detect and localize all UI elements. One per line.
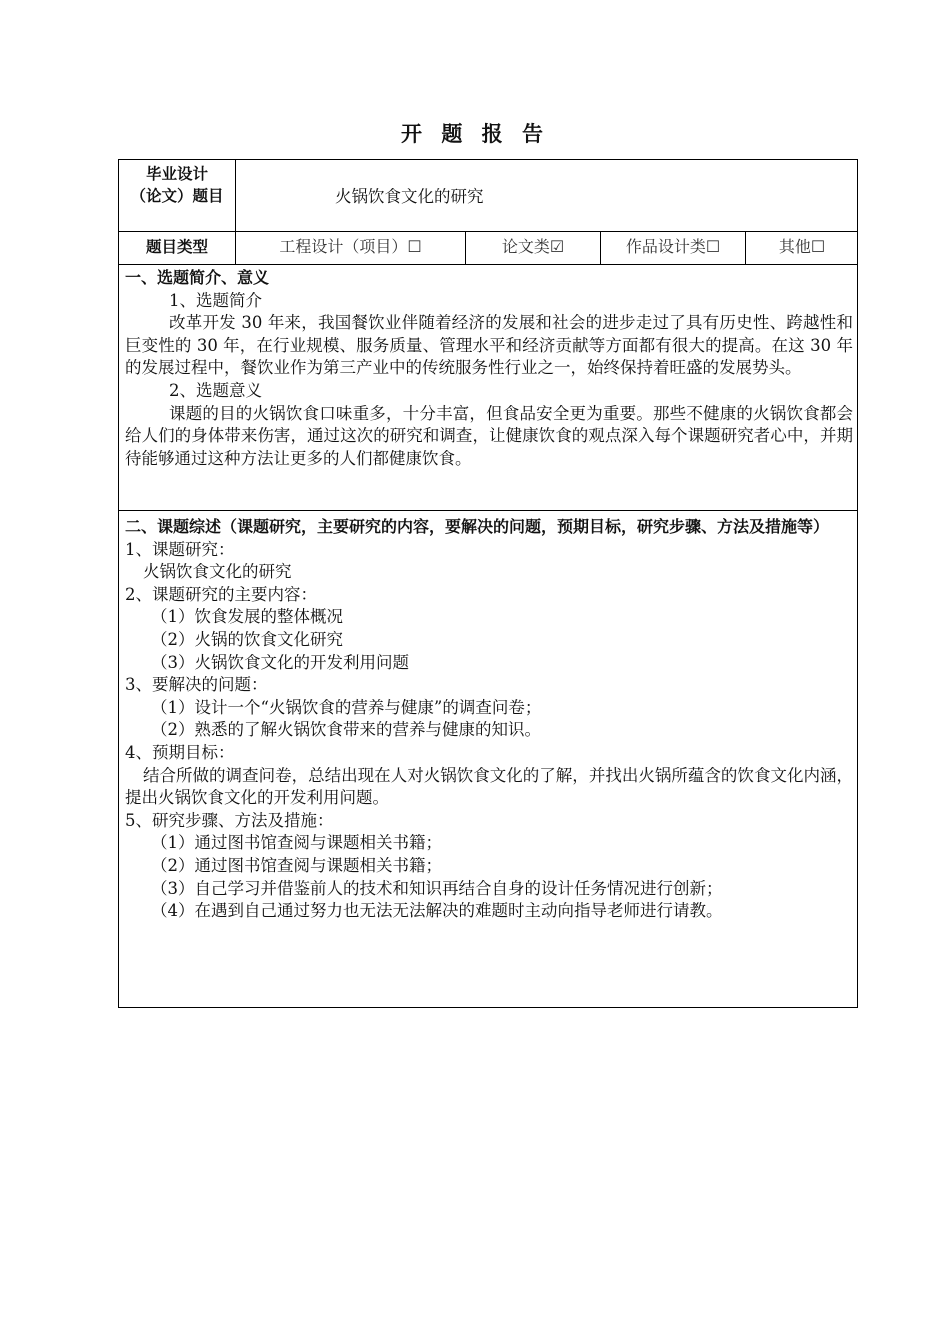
section2-item5-title: 5、研究步骤、方法及措施： <box>125 810 334 830</box>
list-item: （1）设计一个“火锅饮食的营养与健康”的调查问卷； <box>151 697 542 717</box>
topic-label <box>119 163 235 207</box>
section-introduction <box>125 267 853 470</box>
list-item: （1）饮食发展的整体概况 <box>151 607 343 627</box>
section1-para1: 改革开发 30 年来，我国餐饮业伴随着经济的发展和社会的进步走过了具有历史性、跨越性和巨变性的 30 年，在行业规模、服务质量、管理水平和经济贡献等方面都有很大的提高。在这 30 年的发展过程中，餐饮业作为第三产业中的传统服务性行业之一，始终保持着旺盛的发展势头。 <box>125 313 853 378</box>
row-divider-1 <box>119 231 857 232</box>
section2-item1-text: 火锅饮食文化的研究 <box>143 562 292 582</box>
section2-item2-title: 2、课题研究的主要内容： <box>125 584 317 604</box>
report-table <box>118 159 858 1008</box>
row-divider-2 <box>119 264 857 265</box>
section1-para2: 课题的目的火锅饮食口味重多，十分丰富，但食品安全更为重要。那些不健康的火锅饮食都会给人们的身体带来伤害，通过这次的研究和调查，让健康饮食的观点深入每个课题研究者心中，并期待能够通过这种方法让更多的人们都健康饮食。 <box>125 403 853 468</box>
topic-label-line2: （论文）题目 <box>130 187 224 205</box>
topic-label-line1: 毕业设计 <box>145 165 208 183</box>
list-item: （2）熟悉的了解火锅饮食带来的营养与健康的知识。 <box>151 720 541 740</box>
list-item: （1）通过图书馆查阅与课题相关书籍； <box>151 833 442 853</box>
section-overview <box>125 516 853 923</box>
page-title: 开 题 报 告 <box>401 122 549 146</box>
topic-value: 火锅饮食文化的研究 <box>335 187 484 206</box>
type-option-other[interactable]: 其他☐ <box>778 237 826 256</box>
type-label: 题目类型 <box>145 238 208 256</box>
list-item: （2）通过图书馆查阅与课题相关书籍； <box>151 855 442 875</box>
list-item: （4）在遇到自己通过努力也无法无法解决的难题时主动向指导老师进行请教。 <box>151 901 723 921</box>
list-item: （2）火锅的饮食文化研究 <box>151 629 343 649</box>
list-item: （3）火锅饮食文化的开发利用问题 <box>151 652 409 672</box>
list-item: （3）自己学习并借鉴前人的技术和知识再结合自身的设计任务情况进行创新； <box>151 878 723 898</box>
section1-heading: 一、选题简介、意义 <box>125 268 270 287</box>
section2-item4-title: 4、预期目标： <box>125 742 235 762</box>
type-option-product-design[interactable]: 作品设计类☐ <box>625 237 721 256</box>
section1-sub1: 1、选题简介 <box>169 290 262 310</box>
section1-sub2: 2、选题意义 <box>169 380 262 400</box>
row-divider-3 <box>119 510 857 511</box>
type-option-engineering[interactable]: 工程设计（项目）☐ <box>279 237 422 256</box>
type-option-thesis[interactable]: 论文类☑ <box>501 237 565 256</box>
section2-heading: 二、课题综述（课题研究，主要研究的内容，要解决的问题，预期目标，研究步骤、方法及措施等） <box>125 517 830 536</box>
section2-item3-title: 3、要解决的问题： <box>125 675 268 695</box>
section2-item4-text: 结合所做的调查问卷，总结出现在人对火锅饮食文化的了解，并找出火锅所蕴含的饮食文化内涵，提出火锅饮食文化的开发利用问题。 <box>125 765 853 808</box>
section2-item1-title: 1、课题研究： <box>125 539 235 559</box>
